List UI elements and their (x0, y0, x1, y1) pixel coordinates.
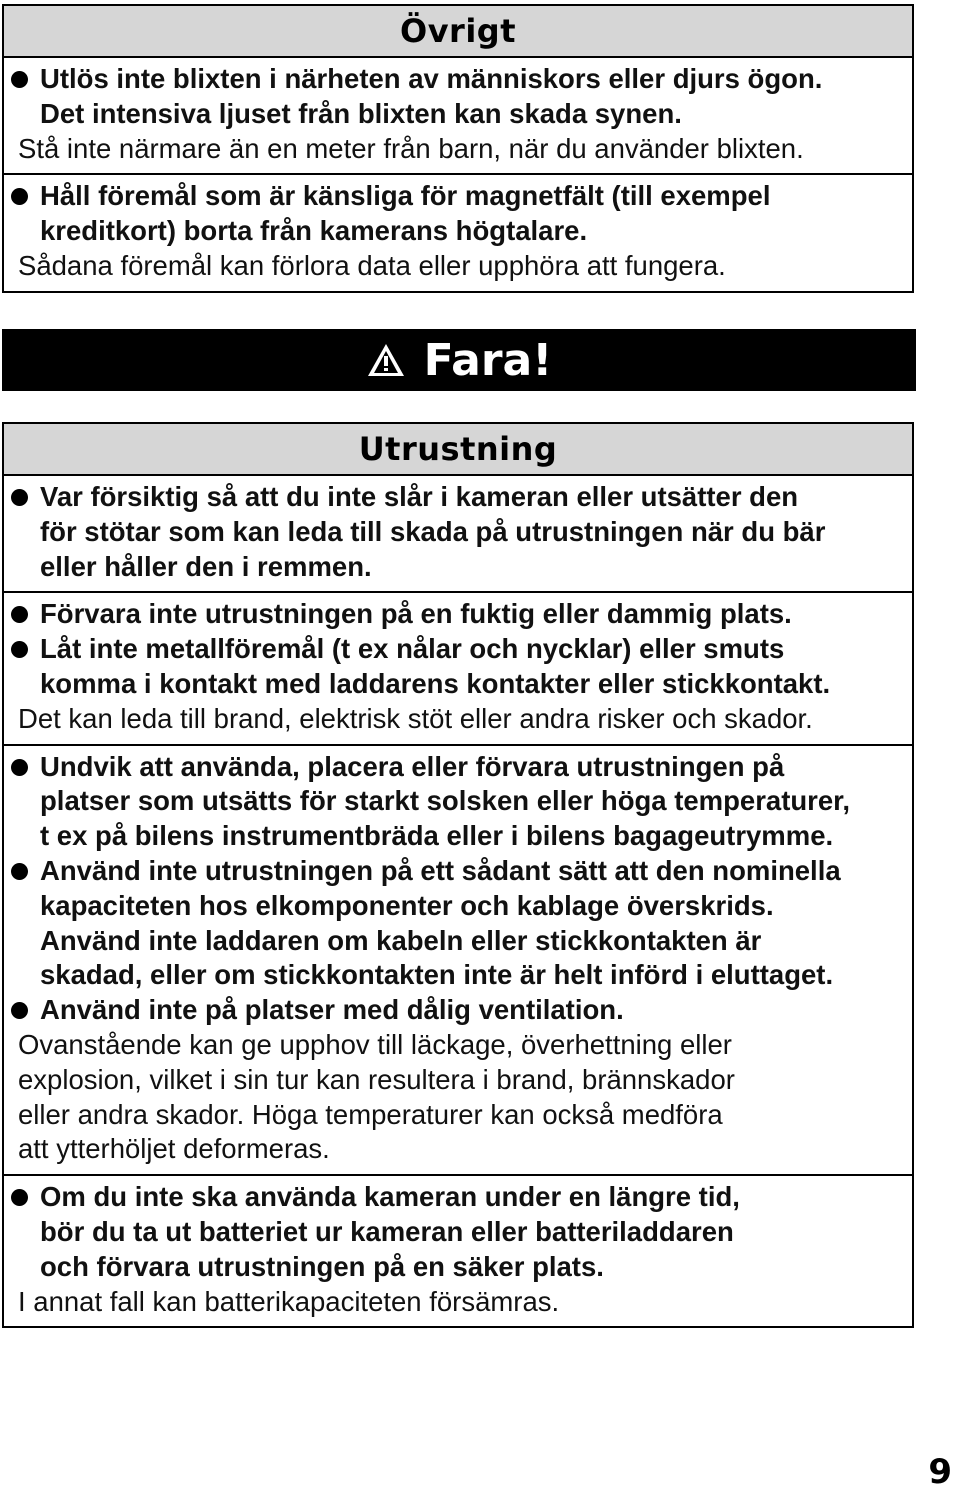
bullet-item (4, 854, 912, 993)
bullet-item (4, 597, 912, 632)
warning-triangle-icon (366, 342, 406, 378)
bullet-dot-icon (11, 1002, 28, 1019)
bullet-dot-icon (11, 1189, 28, 1206)
text-line: Låt inte metallföremål (t ex nålar och nycklar) eller smuts (40, 633, 785, 665)
warning-section (4, 175, 912, 290)
text-line: eller håller den i remmen. (40, 550, 372, 582)
text-line: att ytterhöljet deformeras. (18, 1133, 330, 1165)
bullet-dot-icon (11, 71, 28, 88)
page-number: 9 (928, 1452, 952, 1492)
bullet-item (4, 480, 912, 584)
text-line: Sådana föremål kan förlora data eller upphöra att fungera. (18, 249, 726, 281)
text-line: I annat fall kan batterikapaciteten försämras. (18, 1285, 560, 1317)
utrustning-box (2, 422, 914, 1328)
note-text (4, 1285, 912, 1320)
bullet-item (4, 62, 912, 132)
text-line: Det kan leda till brand, elektrisk stöt eller andra risker och skador. (18, 702, 813, 734)
text-line: Utlös inte blixten i närheten av människors eller djurs ögon. (40, 63, 823, 94)
text-line: Använd inte laddaren om kabeln eller stickkontakten är (40, 924, 762, 956)
ovrigt-box (2, 4, 914, 293)
bullet-item (4, 632, 912, 702)
section-heading-ovrigt: Övrigt (4, 6, 912, 58)
note-text (4, 249, 912, 284)
bullet-dot-icon (11, 759, 28, 776)
text-line: Det intensiva ljuset från blixten kan skada synen. (40, 97, 682, 129)
bullet-item (4, 1180, 912, 1284)
warning-section (4, 593, 912, 745)
danger-label: Fara! (423, 334, 553, 386)
bullet-dot-icon (11, 863, 28, 880)
warning-section (4, 476, 912, 593)
text-line: explosion, vilket i sin tur kan resultera i brand, brännskador (18, 1063, 735, 1095)
note-text (4, 132, 912, 167)
note-text (4, 702, 912, 737)
utrustning-body (4, 476, 912, 1326)
bullet-dot-icon (11, 606, 28, 623)
text-line: Använd inte utrustningen på ett sådant sätt att den nominella (40, 854, 841, 886)
text-line: bör du ta ut batteriet ur kameran eller batteriladdaren (40, 1215, 734, 1247)
section-heading-utrustning: Utrustning (4, 424, 912, 476)
danger-banner (2, 329, 916, 391)
text-line: kreditkort) borta från kamerans högtalare. (40, 215, 588, 247)
text-line: och förvara utrustningen på en säker plats. (40, 1250, 604, 1282)
text-line: Förvara inte utrustningen på en fuktig eller dammig plats. (40, 598, 792, 630)
text-line: Var försiktig så att du inte slår i kameran eller utsätter den (40, 481, 799, 512)
text-line: skadad, eller om stickkontakten inte är helt införd i eluttaget. (40, 959, 834, 991)
text-line: eller andra skador. Höga temperaturer kan också medföra (18, 1098, 723, 1130)
bullet-dot-icon (11, 188, 28, 205)
bullet-item (4, 179, 912, 249)
text-line: t ex på bilens instrumentbräda eller i bilens bagageutrymme. (40, 820, 834, 852)
text-line: för stötar som kan leda till skada på utrustningen när du bär (40, 515, 826, 547)
bullet-dot-icon (11, 641, 28, 658)
text-line: Håll föremål som är känsliga för magnetfält (till exempel (40, 180, 771, 212)
text-line: kapaciteten hos elkomponenter och kablage överskrids. (40, 889, 774, 921)
text-line: Om du inte ska använda kameran under en längre tid, (40, 1181, 740, 1213)
bullet-item (4, 750, 912, 854)
warning-section (4, 1176, 912, 1326)
warning-section (4, 746, 912, 1177)
text-line: platser som utsätts för starkt solsken eller höga temperaturer, (40, 785, 851, 817)
warning-section (4, 58, 912, 175)
text-line: Ovanstående kan ge upphov till läckage, överhettning eller (18, 1028, 732, 1060)
text-line: Använd inte på platser med dålig ventilation. (40, 994, 624, 1026)
bullet-item (4, 993, 912, 1028)
text-line: Undvik att använda, placera eller förvara utrustningen på (40, 750, 785, 782)
bullet-dot-icon (11, 489, 28, 506)
ovrigt-body (4, 58, 912, 291)
text-line: Stå inte närmare än en meter från barn, när du använder blixten. (18, 132, 804, 164)
text-line: komma i kontakt med laddarens kontakter eller stickkontakt. (40, 667, 831, 699)
note-text (4, 1028, 912, 1167)
